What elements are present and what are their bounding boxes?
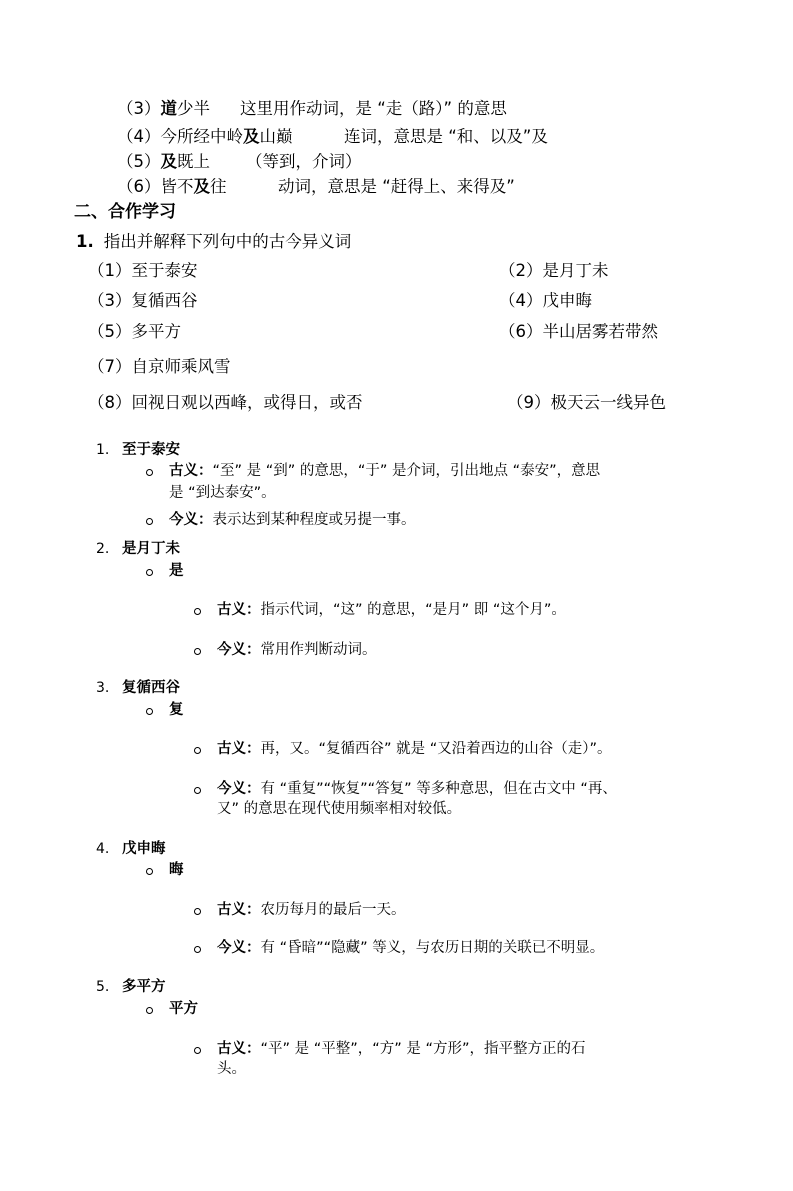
gu-meaning: 古义：指示代词，“这” 的意思，“是月” 即 “这个月”。 [217,602,566,618]
key-word: 复 [169,702,184,718]
list-item-note: 动词，意思是 “赶得上、来得及” [278,177,515,196]
bullet-circle [194,946,201,953]
sentence-8: （8）回视日观以西峰，或得日，或否 [88,393,363,412]
list-item-note: 连词，意思是 “和、以及”及 [344,127,548,146]
bullet-circle [146,518,153,525]
bullet-circle [146,469,153,476]
sentence-5: （5）多平方 [88,322,181,341]
list-item: （4）今所经中岭及山巅 [117,127,293,146]
answer-title: 2. 是月丁未 [96,541,180,557]
list-item-note: （等到，介词） [246,152,362,171]
sentence-3: （3）复循西谷 [88,291,198,310]
bullet-circle [146,868,153,875]
bullet-circle [194,908,201,915]
sentence-1: （1）至于泰安 [88,261,198,280]
bullet-circle [194,1047,201,1054]
answer-title: 5. 多平方 [96,979,166,995]
gu-meaning: 古义：“平” 是 “平整”，“方” 是 “方形”，指平整方正的石 [217,1041,586,1057]
question: 1. 指出并解释下列句中的古今异义词 [76,232,352,251]
list-item: （6）皆不及往 [117,177,227,196]
jin-meaning-cont: 又” 的意思在现代使用频率相对较低。 [217,801,462,817]
answer-title: 3. 复循西谷 [96,680,180,696]
bullet-circle [146,1007,153,1014]
list-item: （3）道少半 [117,99,210,118]
key-word: 晦 [169,862,184,878]
bullet-circle [146,708,153,715]
gu-meaning: 古义：再，又。“复循西谷” 就是 “又沿着西边的山谷（走）”。 [217,741,612,757]
jin-meaning: 今义：表示达到某种程度或另提一事。 [169,512,416,528]
sentence-9: （9）极天云一线异色 [507,393,666,412]
sentence-2: （2）是月丁未 [499,261,609,280]
sentence-4: （4）戊申晦 [499,291,592,310]
jin-meaning: 今义：常用作判断动词。 [217,642,377,658]
key-word: 平方 [169,1001,198,1017]
bullet-circle [146,569,153,576]
list-item-note: 这里用作动词，是 “走（路）” 的意思 [240,99,507,118]
sentence-7: （7）自京师乘风雪 [88,357,231,376]
gu-meaning: 古义：“至” 是 “到” 的意思，“于” 是介词，引出地点 “泰安”，意思 [169,463,601,479]
section-title: 二、合作学习 [74,202,176,222]
list-item: （5）及既上 [117,152,210,171]
jin-meaning: 今义：有 “重复”“恢复”“答复” 等多种意思，但在古文中 “再、 [217,781,617,797]
sentence-6: （6）半山居雾若带然 [499,322,658,341]
bullet-circle [194,608,201,615]
key-word: 是 [169,563,184,579]
gu-meaning: 古义：农历每月的最后一天。 [217,902,406,918]
answer-title: 4. 戊申晦 [96,841,166,857]
bullet-circle [194,787,201,794]
bullet-circle [194,648,201,655]
bullet-circle [194,747,201,754]
jin-meaning: 今义：有 “昏暗”“隐藏” 等义，与农历日期的关联已不明显。 [217,940,605,956]
gu-meaning-cont: 是 “到达泰安”。 [169,485,276,501]
gu-meaning-cont: 头。 [217,1061,246,1077]
answer-title: 1. 至于泰安 [96,442,180,458]
